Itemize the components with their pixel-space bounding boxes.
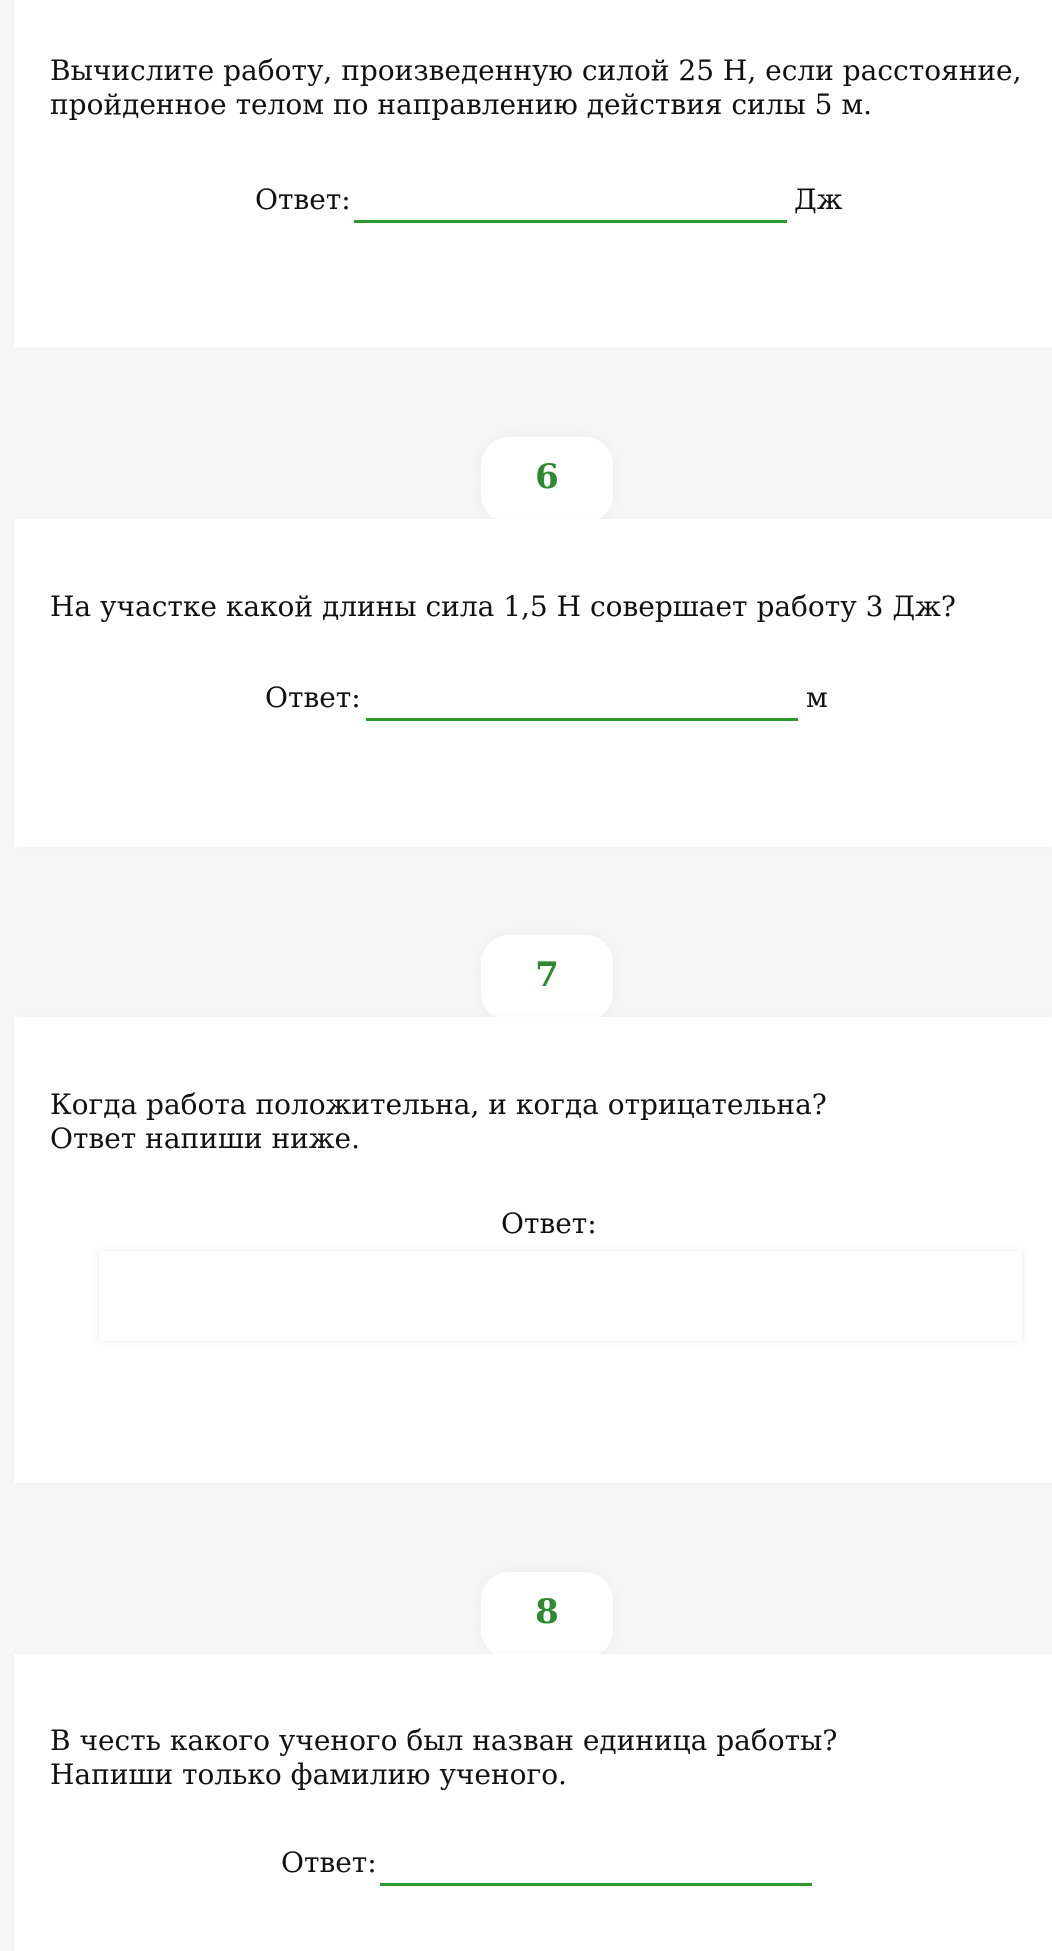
question-text xyxy=(50,1724,837,1792)
answer-label: Ответ: xyxy=(265,681,361,714)
answer-input[interactable] xyxy=(354,196,787,223)
question-card-7 xyxy=(14,1017,1052,1483)
answer-label: Ответ: xyxy=(501,1207,597,1240)
question-line: Напиши только фамилию ученого. xyxy=(50,1758,567,1791)
question-card-8 xyxy=(14,1654,1052,1951)
answer-label: Ответ: xyxy=(281,1846,377,1879)
question-line: пройденное телом по направлению действия силы 5 м. xyxy=(50,88,873,121)
answer-input[interactable] xyxy=(380,1859,812,1886)
answer-label: Ответ: xyxy=(255,183,351,216)
question-line: Когда работа положительна, и когда отрицательна? xyxy=(50,1088,827,1121)
question-card-5 xyxy=(14,0,1052,348)
question-number-badge xyxy=(481,935,613,1021)
question-card-6 xyxy=(14,519,1052,847)
answer-input[interactable] xyxy=(366,694,798,721)
question-line: Вычислите работу, произведенную силой 25 Н, если расстояние, xyxy=(50,54,1022,87)
question-line: На участке какой длины сила 1,5 Н совершает работу 3 Дж? xyxy=(50,590,956,623)
question-number-badge xyxy=(481,1572,613,1658)
question-line: В честь какого ученого был назван единица работы? xyxy=(50,1724,838,1757)
question-line: Ответ напиши ниже. xyxy=(50,1122,360,1155)
question-number: 6 xyxy=(535,457,559,497)
question-text xyxy=(50,54,1022,122)
answer-unit: Дж xyxy=(794,183,843,216)
question-text xyxy=(50,590,956,624)
question-number: 8 xyxy=(535,1592,559,1632)
question-text xyxy=(50,1088,827,1156)
question-number-badge xyxy=(481,437,613,523)
question-number: 7 xyxy=(535,955,559,995)
answer-unit: м xyxy=(806,681,828,714)
answer-textarea[interactable] xyxy=(99,1251,1022,1341)
